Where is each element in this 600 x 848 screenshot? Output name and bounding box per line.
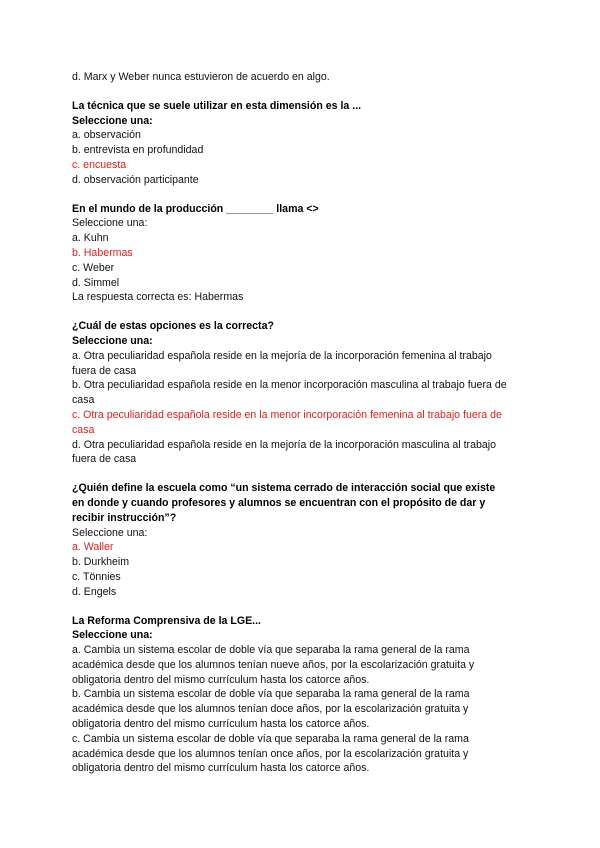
- option-line: casa: [72, 423, 95, 436]
- question-4-option-d: d. Engels: [72, 585, 117, 598]
- question-3-option-c-selected: [72, 408, 534, 438]
- question-3-option-a: [72, 349, 534, 379]
- question-4: [72, 481, 534, 599]
- question-2-title: En el mundo de la producción ________ llama <>: [72, 202, 319, 215]
- question-1-option-d: d. observación participante: [72, 173, 199, 186]
- option-line: fuera de casa: [72, 453, 137, 466]
- previous-option-d: d. Marx y Weber nunca estuvieron de acuerdo en algo.: [72, 71, 330, 83]
- option-line: casa: [72, 394, 95, 407]
- question-2-instruction: Seleccione una:: [72, 217, 148, 230]
- question-1-option-a: a. observación: [72, 129, 141, 142]
- question-4-instruction: Seleccione una:: [72, 526, 148, 539]
- option-line: a. Cambia un sistema escolar de doble vía que separaba la rama general de la rama: [72, 644, 470, 657]
- question-1: [72, 99, 534, 188]
- question-1-title: La técnica que se suele utilizar en esta dimensión es la ...: [72, 99, 362, 112]
- option-line: d. Otra peculiaridad española reside en la mejoría de la incorporación masculina al trabajo: [72, 438, 496, 451]
- option-line: obligatoria dentro del mismo currículum hasta los catorce años.: [72, 762, 370, 775]
- option-line: a. Otra peculiaridad española reside en la mejoría de la incorporación femenina al trabajo: [72, 349, 492, 362]
- question-4-option-c: c. Tönnies: [72, 570, 121, 583]
- question-5-instruction: Seleccione una:: [72, 629, 153, 642]
- question-5-option-c: [72, 732, 534, 776]
- question-3-title: ¿Cuál de estas opciones es la correcta?: [72, 320, 274, 333]
- document-content: [72, 70, 534, 776]
- option-line: c. Otra peculiaridad española reside en la menor incorporación femenina al trabajo fuera de: [72, 408, 502, 421]
- question-5-option-b: [72, 687, 534, 731]
- option-line: fuera de casa: [72, 364, 137, 377]
- question-1-instruction: Seleccione una:: [72, 114, 153, 127]
- question-2: [72, 202, 534, 306]
- title-line: en donde y cuando profesores y alumnos se encuentran con el propósito de dar y: [72, 496, 486, 509]
- question-2-correct-answer: La respuesta correcta es: Habermas: [72, 291, 244, 304]
- title-line: ¿Quién define la escuela como “un sistema cerrado de interacción social que existe: [72, 482, 496, 495]
- question-2-option-d: d. Simmel: [72, 276, 120, 289]
- question-3-option-d: [72, 438, 534, 468]
- question-4-option-b: b. Durkheim: [72, 556, 130, 569]
- option-line: obligatoria dentro del mismo currículum hasta los catorce años.: [72, 673, 370, 686]
- option-line: b. Otra peculiaridad española reside en la menor incorporación masculina al trabajo fuera de: [72, 379, 507, 392]
- question-4-option-a-selected: a. Waller: [72, 541, 114, 554]
- option-line: c. Cambia un sistema escolar de doble vía que separaba la rama general de la rama: [72, 732, 469, 745]
- question-5-title: La Reforma Comprensiva de la LGE...: [72, 614, 261, 627]
- question-5-option-a: [72, 643, 534, 687]
- option-line: b. Cambia un sistema escolar de doble vía que separaba la rama general de la rama: [72, 688, 470, 701]
- question-3-instruction: Seleccione una:: [72, 334, 153, 347]
- question-2-option-b-selected: b. Habermas: [72, 246, 133, 259]
- question-4-title: [72, 481, 534, 525]
- question-2-option-a: a. Kuhn: [72, 232, 109, 245]
- question-3: [72, 319, 534, 467]
- option-line: académica desde que los alumnos tenían once años, por la escolarización gratuita y: [72, 747, 469, 760]
- question-1-option-c-selected: c. encuesta: [72, 158, 127, 171]
- question-1-option-b: b. entrevista en profundidad: [72, 144, 204, 157]
- question-3-option-b: [72, 378, 534, 408]
- option-line: académica desde que los alumnos tenían nueve años, por la escolarización gratuita y: [72, 658, 475, 671]
- question-5: [72, 614, 534, 777]
- question-2-option-c: c. Weber: [72, 261, 115, 274]
- option-line: académica desde que los alumnos tenían doce años, por la escolarización gratuita y: [72, 703, 469, 716]
- title-line: recibir instrucción”?: [72, 511, 177, 524]
- option-line: obligatoria dentro del mismo currículum hasta los catorce años.: [72, 718, 370, 731]
